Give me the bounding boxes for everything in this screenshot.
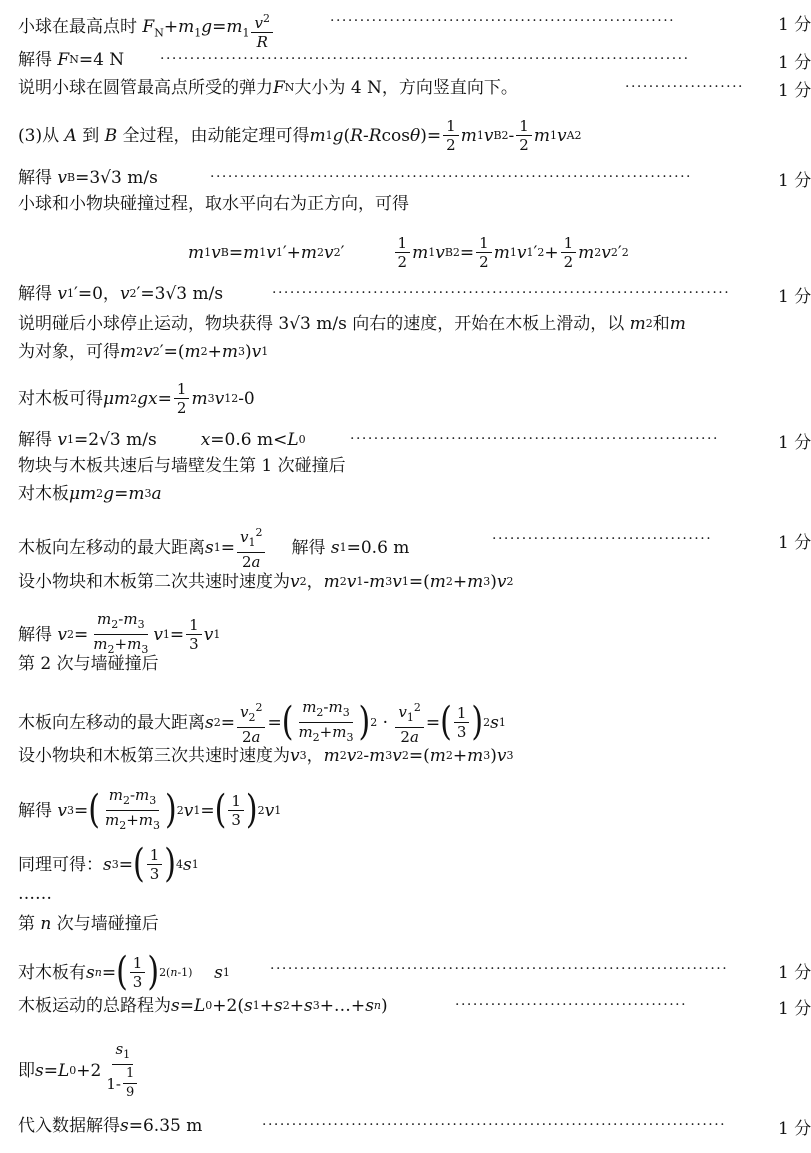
line-1 bbox=[18, 10, 275, 51]
score-3: 1 分 bbox=[778, 81, 811, 101]
line-26: 木板运动的总路程为 s = L 0 +2( s 1 + s 2 + s 3 +…+ s n ) bbox=[18, 996, 388, 1016]
dot-leader: ················································································· bbox=[210, 169, 692, 185]
fraction: $\frac{m_2-m_3}{m_2+m_3}$ bbox=[93, 610, 149, 656]
score-8: 1 分 bbox=[778, 287, 811, 307]
dot-leader: ············································································· bbox=[272, 285, 731, 301]
line-19: 木板向左移动的最大距离 s 2 = $\frac{v_2^2}{2a}$ = ( $\frac{m_2-m_3}{m_2+m_3}$ ) 2 · $\frac{v_1^2}{2a}$ = ( $\frac{1}{3}$ ) 2 s 1 bbox=[18, 698, 506, 746]
fraction: $\frac{v_2^2}{2a}$ bbox=[237, 699, 265, 746]
fraction: $s_1$ 1- $\frac{1}{9}$ bbox=[103, 1040, 142, 1102]
dot-leader: ·························································· bbox=[330, 13, 676, 29]
line-4: (3)从 A 到 B 全过程，由动能定理可得 m 1 g ( R - R cos θ )= $\frac{1}{2}$ m 1 v B 2 - $\frac{1}{2}$ m 1 v A 2 bbox=[18, 117, 582, 154]
line-9: 说明碰后小球停止运动，物块获得 3√3 m/s 向右的速度，开始在木板上滑动，以 m 2 和 m bbox=[18, 314, 686, 334]
line-13: 物块与木板共速后与墙壁发生第 1 次碰撞后 bbox=[18, 456, 346, 476]
line-20: 设小物块和木板第三次共速时速度为 v 3 ， m 2 v 2 - m 3 v 2 =( m 2 + m 3 ) v 3 bbox=[18, 746, 514, 766]
line-28: 代入数据解得 s =6.35 m bbox=[18, 1116, 203, 1136]
line-17: 解得 v 2 = $\frac{m_2-m_3}{m_2+m_3}$ v 1 = $\frac{1}{3}$ v 1 bbox=[18, 610, 220, 659]
line-3: 说明小球在圆管最高点所受的弹力 F N 大小为 4 N，方向竖直向下。 bbox=[18, 78, 518, 98]
line-23: …… bbox=[18, 884, 52, 904]
score-2: 1 分 bbox=[778, 53, 811, 73]
fraction: $\frac{v_1^2}{2a}$ bbox=[237, 524, 265, 571]
line-10: 为对象，可得 m 2 v 2 ′=( m 2 + m 3 ) v 1 bbox=[18, 342, 269, 362]
line-16: 设小物块和木板第二次共速时速度为 v 2 ， m 2 v 1 - m 3 v 1 =( m 2 + m 3 ) v 2 bbox=[18, 572, 514, 592]
score-28: 1 分 bbox=[778, 1119, 811, 1139]
fraction: $\frac{v^2}{R}$ bbox=[251, 10, 272, 51]
dot-leader: ························································································· bbox=[160, 51, 690, 67]
line-21: 解得 v 3 = ( $\frac{m_2-m_3}{m_2+m_3}$ ) 2 v 1 = ( $\frac{1}{3}$ ) 2 v 1 bbox=[18, 786, 281, 835]
dot-leader: ·············································································· bbox=[262, 1117, 727, 1133]
line-8: 解得 v 1 ′=0， v 2 ′=3√3 m/s bbox=[18, 284, 224, 304]
fraction: $\frac{1}{2}$ bbox=[395, 234, 411, 271]
line-15: 木板向左移动的最大距离 s 1 = $\frac{v_1^2}{2a}$ 解得 s 1 =0.6 m bbox=[18, 526, 410, 571]
fraction: $\frac{1}{2}$ bbox=[476, 234, 492, 271]
score-25: 1 分 bbox=[778, 963, 811, 983]
fraction: $\frac{1}{3}$ bbox=[130, 954, 146, 991]
fraction: $\frac{1}{2}$ bbox=[516, 117, 532, 154]
score-26: 1 分 bbox=[778, 999, 811, 1019]
fraction: $\frac{1}{2}$ bbox=[561, 234, 577, 271]
line-22: 同理可得： s 3 = ( $\frac{1}{3}$ ) 4 s 1 bbox=[18, 841, 199, 887]
line-18: 第 2 次与墙碰撞后 bbox=[18, 654, 159, 674]
fraction: $\frac{1}{2}$ bbox=[174, 380, 190, 417]
line-25: 对木板有 s n = ( $\frac{1}{3}$ ) 2(n-1) s 1 bbox=[18, 949, 230, 995]
score-5: 1 分 bbox=[778, 171, 811, 191]
fraction: $\frac{1}{3}$ bbox=[147, 846, 163, 883]
line-12: 解得 v 1 =2√3 m/s x =0.6 m< L 0 bbox=[18, 430, 306, 450]
line-27: 即 s = L 0 +2 $s_1$ 1- $\frac{1}{9}$ bbox=[18, 1040, 144, 1102]
fraction: $\frac{m_2-m_3}{m_2+m_3}$ bbox=[104, 786, 161, 832]
dot-leader: ···················· bbox=[625, 79, 745, 95]
fraction: $\frac{1}{3}$ bbox=[228, 792, 244, 829]
line-2: 解得 F N =4 N bbox=[18, 50, 125, 70]
dot-leader: ······································· bbox=[455, 997, 688, 1013]
line-7: m 1 v B = m 1 v 1 ′+ m 2 v 2 ′ $\frac{1}{2}$ m 1 v B 2 = $\frac{1}{2}$ m 1 v 1 ′ 2 + $\frac{1}{2}$ m 2 v 2 ′ 2 bbox=[188, 234, 629, 271]
score-12: 1 分 bbox=[778, 433, 811, 453]
score-1: 1 分 bbox=[778, 15, 811, 35]
dot-leader: ····································· bbox=[492, 531, 713, 547]
score-15: 1 分 bbox=[778, 533, 811, 553]
line-6: 小球和小物块碰撞过程，取水平向右为正方向，可得 bbox=[18, 194, 409, 214]
fraction: $\frac{1}{3}$ bbox=[454, 704, 470, 741]
line-14: 对木板 μm 2 g = m 3 a bbox=[18, 484, 162, 504]
dot-leader: ············································································· bbox=[270, 961, 729, 977]
line-5: 解得 v B =3√3 m/s bbox=[18, 168, 158, 188]
dot-leader: ······························································ bbox=[350, 431, 719, 447]
fraction: $\frac{1}{3}$ bbox=[186, 616, 202, 653]
line-24: 第 n 次与墙碰撞后 bbox=[18, 914, 159, 934]
fraction: $\frac{m_2-m_3}{m_2+m_3}$ bbox=[298, 698, 354, 744]
fraction: $\frac{v_1^2}{2a}$ bbox=[395, 699, 423, 746]
fraction: $\frac{1}{2}$ bbox=[443, 117, 459, 154]
line-11: 对木板可得 μm 2 gx = $\frac{1}{2}$ m 3 v 1 2 -0 bbox=[18, 380, 255, 417]
line-1-text: 小球在最高点时 $F_N+m_1g=m_1$ bbox=[18, 17, 250, 40]
